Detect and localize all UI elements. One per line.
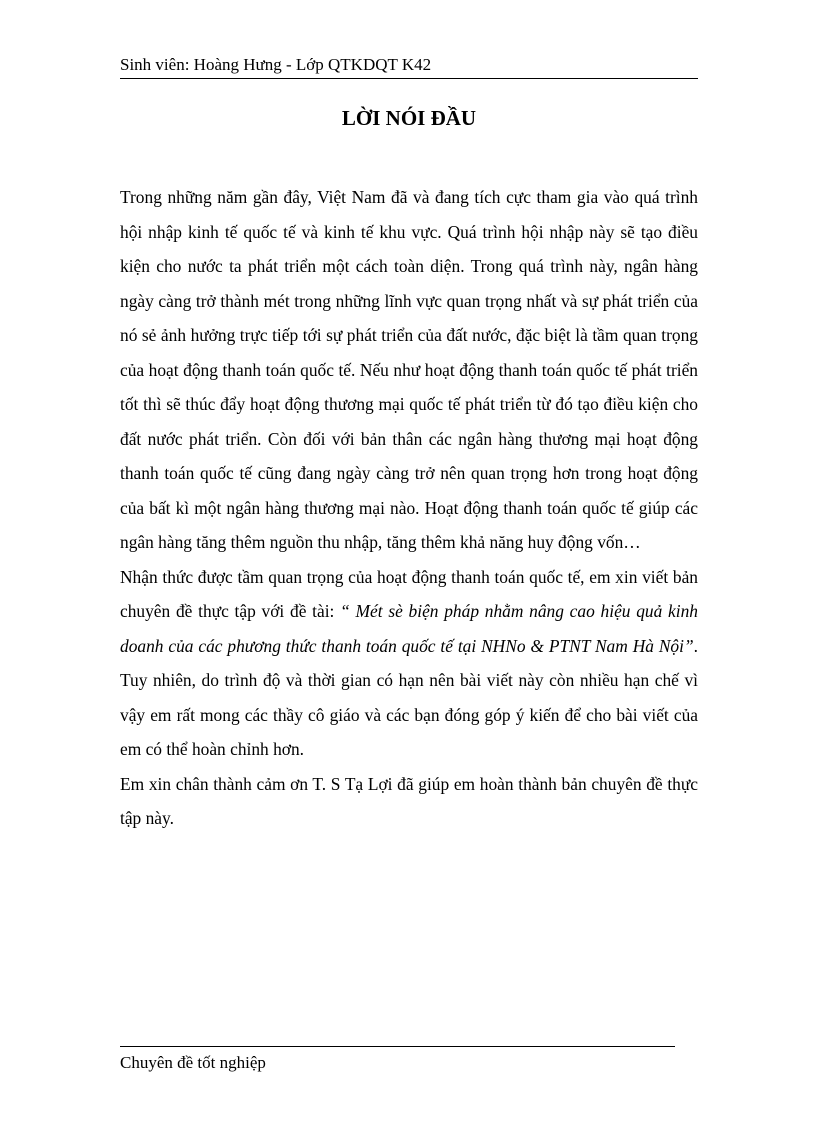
footer-divider	[120, 1046, 675, 1047]
paragraph-topic-tail: . Tuy nhiên, do trình độ và thời gian có hạn nên bài viết này còn nhiều hạn chế vì vậy em rất mong các thầy cô giáo và các bạn đóng góp ý kiến để cho bài viết của em có thể hoàn chỉnh hơn.	[120, 635, 698, 759]
page-title: LỜI NÓI ĐẦU	[341, 106, 477, 130]
page-header: Sinh viên: Hoàng Hưng - Lớp QTKDQT K42	[120, 54, 698, 79]
paragraph-thanks: Em xin chân thành cảm ơn T. S Tạ Lợi đã giúp em hoàn thành bản chuyên đề thực tập này.	[120, 773, 698, 828]
paragraph-topic-lead: Nhận thức được tầm quan trọng của hoạt động thanh toán quốc tế, em xin viết bản chuyên đề thực tập với đề tài:	[120, 566, 698, 621]
paragraph-topic	[120, 560, 698, 767]
thesis-topic-title: “ Mét sè biện pháp nhằm nâng cao hiệu quả kinh doanh của các phương thức thanh toán quốc tế tại NHNo & PTNT Nam Hà Nội”	[120, 601, 698, 656]
document-body	[120, 180, 698, 836]
page-footer: Chuyên đề tốt nghiệp	[120, 1053, 266, 1072]
paragraph-intro: Trong những năm gần đây, Việt Nam đã và đang tích cực tham gia vào quá trình hội nhập kinh tế quốc tế và kinh tế khu vực. Quá trình hội nhập này sẽ tạo điều kiện cho nước ta phát triển một cách toàn diện. Trong quá trình này, ngân hàng ngày càng trở thành mét trong những lĩnh vực quan trọng nhất và sự phát triển của nó sẻ ảnh hưởng trực tiếp tới sự phát triển của đất nước, đặc biệt là tầm quan trọng của hoạt động thanh toán quốc tế. Nếu như hoạt động thanh toán quốc tế phát triển tốt thì sẽ thúc đẩy hoạt động thương mại quốc tế phát triển từ đó tạo điều kiện cho đất nước phát triển. Còn đối với bản thân các ngân hàng thương mại hoạt động thanh toán quốc tế cũng đang ngày càng trở nên quan trọng hơn trong hoạt động của bất kì một ngân hàng thương mại nào. Hoạt động thanh toán quốc tế giúp các ngân hàng tăng thêm nguồn thu nhập, tăng thêm khả năng huy động vốn…	[120, 187, 698, 552]
